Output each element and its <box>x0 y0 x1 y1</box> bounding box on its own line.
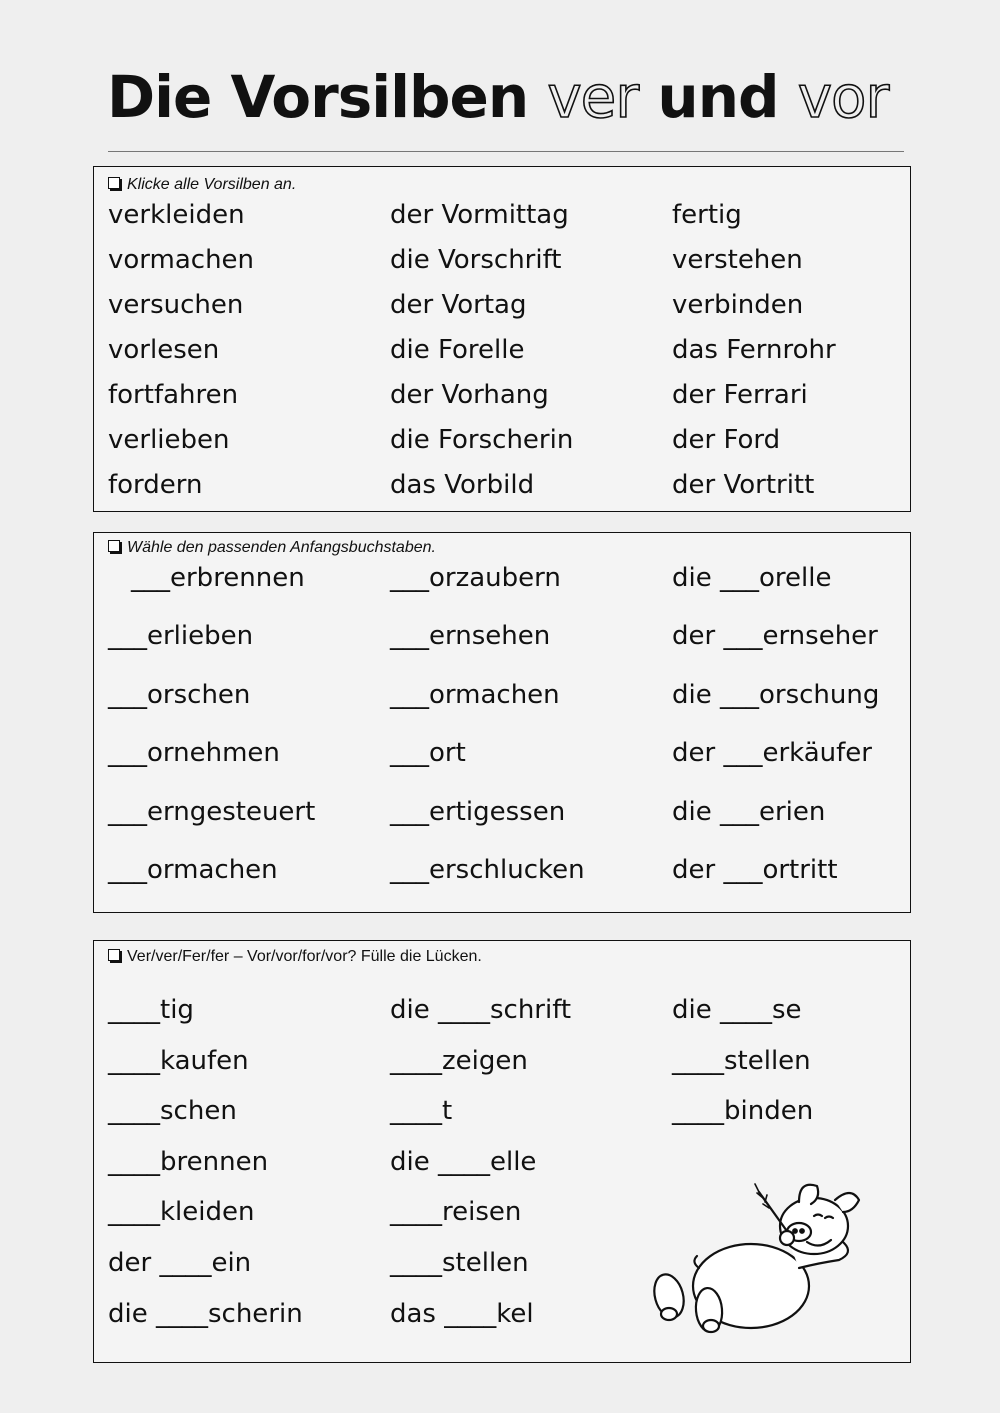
word-item[interactable]: verkleiden <box>108 200 245 230</box>
gap-word[interactable]: ___orschen <box>108 680 251 710</box>
gap-word[interactable]: die ___orelle <box>672 563 832 593</box>
title-divider <box>108 151 904 152</box>
gap-word[interactable]: der ___ortritt <box>672 855 838 885</box>
gap-word[interactable]: der ___ernseher <box>672 621 878 651</box>
page-title <box>107 63 889 131</box>
fill-word[interactable]: ____kleiden <box>108 1197 255 1227</box>
checkbox-icon <box>108 540 120 552</box>
gap-word[interactable]: die ___erien <box>672 797 826 827</box>
fill-word[interactable]: die ____schrift <box>390 995 572 1025</box>
fill-row <box>94 1043 910 1079</box>
word-row <box>94 377 910 413</box>
fill-row <box>94 992 910 1028</box>
word-row <box>94 422 910 458</box>
word-item[interactable]: fortfahren <box>108 380 239 410</box>
fill-word[interactable]: ____stellen <box>672 1046 811 1076</box>
title-ver: ver <box>547 63 639 131</box>
fill-word[interactable]: ____t <box>390 1096 453 1126</box>
title-text: Die Vorsilben <box>107 63 529 131</box>
gap-word[interactable]: ___ernsehen <box>390 621 551 651</box>
word-item[interactable]: verbinden <box>672 290 804 320</box>
word-row <box>94 287 910 323</box>
title-und: und <box>657 63 779 131</box>
gap-row <box>94 618 910 654</box>
gap-row <box>94 677 910 713</box>
fill-word[interactable]: ____reisen <box>390 1197 522 1227</box>
word-item[interactable]: fordern <box>108 470 203 500</box>
gap-row <box>94 560 910 596</box>
instruction-2: Wähle den passenden Anfangsbuchstaben. <box>108 539 436 557</box>
word-item[interactable]: vorlesen <box>108 335 220 365</box>
fill-word[interactable]: ____kaufen <box>108 1046 249 1076</box>
gap-word[interactable]: die ___orschung <box>672 680 880 710</box>
word-row <box>94 332 910 368</box>
section-click-prefixes <box>93 166 911 512</box>
word-item[interactable]: das Fernrohr <box>672 335 836 365</box>
title-vor: vor <box>797 63 889 131</box>
word-item[interactable]: der Vorhang <box>390 380 549 410</box>
word-row <box>94 242 910 278</box>
instruction-3: Ver/ver/Fer/fer – Vor/vor/for/vor? Fülle die Lücken. <box>108 948 482 966</box>
word-item[interactable]: der Vormittag <box>390 200 569 230</box>
fill-word[interactable]: die ____scherin <box>108 1299 303 1329</box>
word-row <box>94 467 910 503</box>
fill-word[interactable]: ____schen <box>108 1096 237 1126</box>
gap-word[interactable]: ___orzaubern <box>390 563 561 593</box>
fill-word[interactable]: das ____kel <box>390 1299 534 1329</box>
fill-word[interactable]: ____binden <box>672 1096 814 1126</box>
gap-row <box>94 852 910 888</box>
gap-word[interactable]: ___erlieben <box>108 621 254 651</box>
word-item[interactable]: die Forscherin <box>390 425 574 455</box>
gap-word[interactable]: ___erngesteuert <box>108 797 316 827</box>
checkbox-icon <box>108 949 120 961</box>
gap-word[interactable]: ___ormachen <box>108 855 278 885</box>
word-item[interactable]: das Vorbild <box>390 470 535 500</box>
word-item[interactable]: der Vortritt <box>672 470 815 500</box>
fill-word[interactable]: ____tig <box>108 995 194 1025</box>
word-item[interactable]: die Forelle <box>390 335 525 365</box>
word-item[interactable]: verstehen <box>672 245 803 275</box>
gap-word[interactable]: ___erschlucken <box>390 855 585 885</box>
word-item[interactable]: fertig <box>672 200 742 230</box>
word-item[interactable]: der Ferrari <box>672 380 808 410</box>
fill-word[interactable]: ____stellen <box>390 1248 529 1278</box>
fill-word[interactable]: der ____ein <box>108 1248 252 1278</box>
gap-word[interactable]: der ___erkäufer <box>672 738 872 768</box>
gap-word[interactable]: ___ormachen <box>390 680 560 710</box>
word-item[interactable]: verlieben <box>108 425 230 455</box>
gap-word[interactable]: ___ertigessen <box>390 797 566 827</box>
word-row <box>94 197 910 233</box>
gap-row <box>94 794 910 830</box>
gap-word[interactable]: ___ort <box>390 738 466 768</box>
word-item[interactable]: die Vorschrift <box>390 245 562 275</box>
word-item[interactable]: versuchen <box>108 290 244 320</box>
fill-row <box>94 1093 910 1129</box>
word-item[interactable]: vormachen <box>108 245 255 275</box>
section-fill-gaps <box>93 940 911 1363</box>
instruction-1: Klicke alle Vorsilben an. <box>108 176 296 194</box>
fill-word[interactable]: ____zeigen <box>390 1046 528 1076</box>
gap-word[interactable]: ___erbrennen <box>131 563 305 593</box>
fill-word[interactable]: die ____se <box>672 995 802 1025</box>
word-item[interactable]: der Vortag <box>390 290 527 320</box>
section-choose-letter <box>93 532 911 913</box>
fill-word[interactable]: die ____elle <box>390 1147 537 1177</box>
gap-word[interactable]: ___ornehmen <box>108 738 280 768</box>
relaxing-pig-illustration <box>639 1168 869 1338</box>
fill-word[interactable]: ____brennen <box>108 1147 269 1177</box>
gap-row <box>94 735 910 771</box>
checkbox-icon <box>108 177 120 189</box>
word-item[interactable]: der Ford <box>672 425 781 455</box>
